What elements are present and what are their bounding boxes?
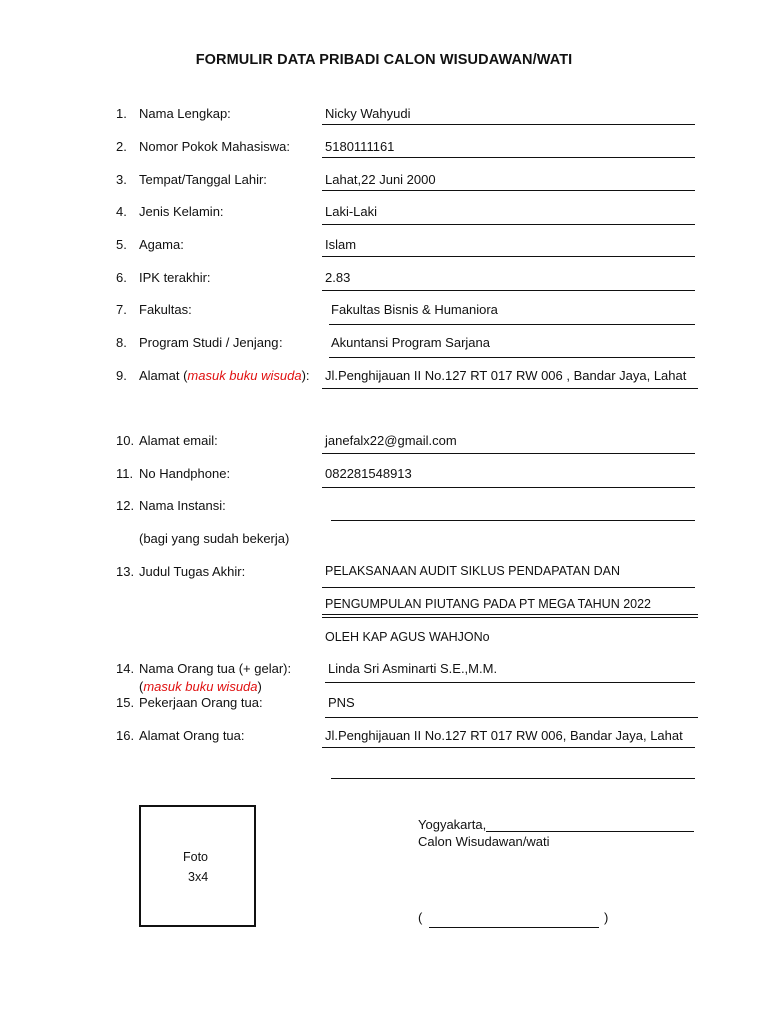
signature-role: Calon Wisudawan/wati [418,834,550,849]
field-ipk [0,270,768,292]
signature-open-paren: ( [418,910,423,925]
field-handphone [0,466,768,488]
signature-place: Yogyakarta, [418,817,487,832]
underline [322,487,695,488]
field-number: 13. [116,564,135,579]
underline [322,617,698,618]
field-value: PNS [328,695,355,710]
field-value-line-1: PELAKSANAAN AUDIT SIKLUS PENDAPATAN DAN [325,564,620,578]
underline [322,124,695,125]
underline [322,388,698,389]
field-alamat [0,368,768,390]
note-red: masuk buku wisuda [187,368,302,383]
field-value: Fakultas Bisnis & Humaniora [331,302,498,317]
field-label: Alamat Orang tua: [139,728,245,743]
field-number: 11. [116,466,134,481]
field-value-line-2: PENGUMPULAN PIUTANG PADA PT MEGA TAHUN 2022 [325,597,652,611]
field-fakultas [0,302,768,324]
field-value: Nicky Wahyudi [325,106,411,121]
field-value: Lahat,22 Juni 2000 [325,172,436,187]
field-value: 2.83 [325,270,351,285]
underline [322,747,695,748]
field-label: Jenis Kelamin: [139,204,224,219]
field-colon: : [279,335,283,350]
field-label: Nomor Pokok Mahasiswa: [139,139,290,154]
field-label: Judul Tugas Akhir: [139,564,246,579]
note-red: masuk buku wisuda [143,679,258,694]
underline [325,682,695,683]
underline [329,324,695,325]
field-label: Agama: [139,237,184,252]
field-number: 9. [116,368,127,383]
underline [322,587,695,588]
field-label: Nama Orang tua (+ gelar): [139,661,292,676]
date-underline [486,831,694,832]
field-pekerjaan-orang-tua [0,695,768,717]
photo-size: 3x4 [188,870,209,884]
field-program-studi [0,335,768,357]
field-value: Islam [325,237,357,252]
field-label: Tempat/Tanggal Lahir: [139,172,267,187]
underline [331,520,695,521]
field-number: 8. [116,335,127,350]
photo-box [139,805,256,927]
field-number: 5. [116,237,127,252]
field-value: Laki-Laki [325,204,378,219]
field-value: Linda Sri Asminarti S.E.,M.M. [328,661,498,676]
field-number: 7. [116,302,127,317]
underline [322,190,695,191]
underline [329,357,695,358]
field-label: No Handphone: [139,466,231,481]
field-value: Akuntansi Program Sarjana [331,335,490,350]
field-number: 10. [116,433,135,448]
field-number: 3. [116,172,127,187]
underline [322,453,695,454]
field-label: Alamat (masuk buku wisuda): [139,368,310,383]
form-title: FORMULIR DATA PRIBADI CALON WISUDAWAN/WATI [195,52,573,68]
field-value: Jl.Penghijauan II No.127 RT 017 RW 006, Bandar Jaya, Lahat [325,728,683,743]
field-value-line-3: OLEH KAP AGUS WAHJONo [325,630,490,644]
field-number: 6. [116,270,127,285]
field-number: 15. [116,695,135,710]
field-number: 16. [116,728,135,743]
underline [322,224,695,225]
field-judul-tugas-akhir [0,564,768,586]
field-note: (masuk buku wisuda) [139,679,262,694]
field-number: 14. [116,661,135,676]
signature-close-paren: ) [604,910,609,925]
field-number: 4. [116,204,127,219]
field-value: 082281548913 [325,466,412,481]
underline [322,256,695,257]
underline [322,157,695,158]
field-number: 12. [116,498,135,513]
photo-label: Foto [183,850,209,864]
field-label: Fakultas: [139,302,192,317]
underline [322,614,698,615]
field-label: Program Studi / Jenjang [139,335,279,350]
field-note: (bagi yang sudah bekerja) [139,531,290,546]
field-email [0,433,768,455]
field-label: Pekerjaan Orang tua: [139,695,263,710]
underline [322,290,695,291]
field-number: 1. [116,106,127,121]
field-nama-instansi [0,498,768,520]
signature-underline [429,927,599,928]
field-value: janefalx22@gmail.com [325,433,457,448]
field-nama-orang-tua [0,661,768,683]
field-value: Jl.Penghijauan II No.127 RT 017 RW 006 , Bandar Jaya, Lahat [325,368,687,383]
field-label: IPK terakhir: [139,270,211,285]
underline [331,778,695,779]
field-label: Alamat email: [139,433,218,448]
field-jenis-kelamin [0,204,768,226]
field-label: Nama Instansi: [139,498,226,513]
field-number: 2. [116,139,127,154]
underline [325,717,698,718]
field-value: 5180111161 [325,139,395,154]
field-label: Nama Lengkap: [139,106,231,121]
